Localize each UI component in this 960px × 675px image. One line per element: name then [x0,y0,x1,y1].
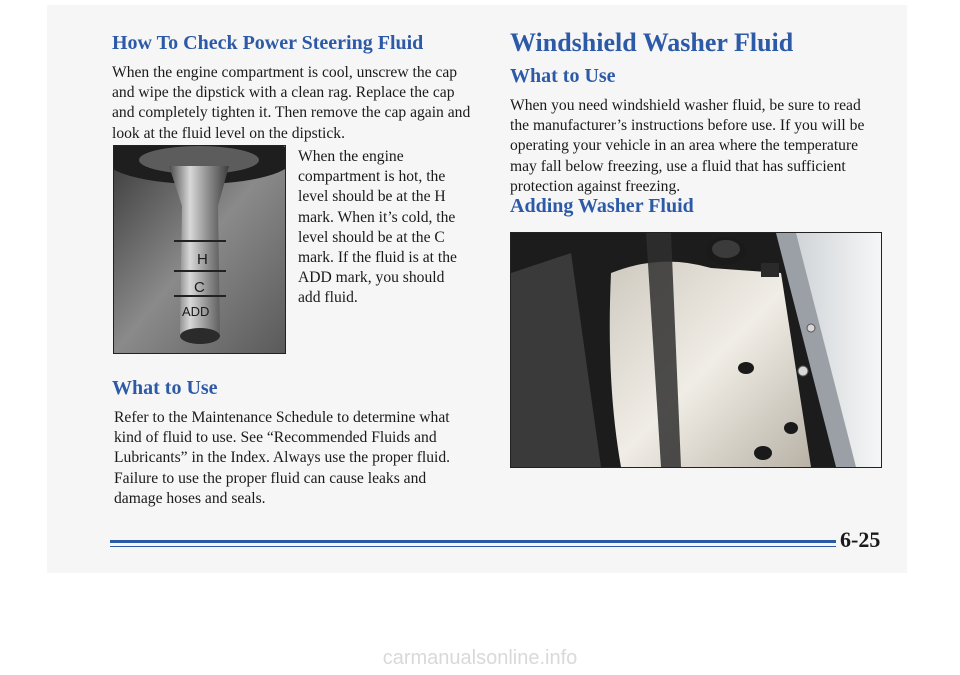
dipstick-mark-c: C [194,279,205,296]
washer-reservoir-photo [510,232,882,468]
dipstick-illustration [114,146,285,353]
right-what-to-use-heading: What to Use [510,65,616,87]
adding-washer-fluid-heading: Adding Washer Fluid [510,195,694,217]
left-what-to-use-paragraph: Refer to the Maintenance Schedule to determine what kind of fluid to use. See “Recommended Fluids and Lubricants” in the Index. Always use the proper fluid. Failure to use the proper fluid can cause leaks and damage hoses and seals. [114,409,451,507]
washer-fluid-title: Windshield Washer Fluid [510,28,794,57]
watermark-text: carmanualsonline.info [382,647,578,669]
left-what-to-use-heading: What to Use [112,377,218,399]
power-steering-heading: How To Check Power Steering Fluid [112,32,424,54]
washer-reservoir-illustration [511,233,881,467]
footer-rule-thick [110,540,836,543]
dipstick-caption: When the engine compartment is hot, the level should be at the H mark. When it’s cold, the level should be at the C mark. If the fluid is at the ADD mark, you should add fluid. [298,148,457,307]
footer-rule-thin [110,546,836,547]
power-steering-paragraph: When the engine compartment is cool, unscrew the cap and wipe the dipstick with a clean rag. Replace the cap and completely tighten it. Then remove the cap again and look at the fluid level on the dipstick. [112,64,471,142]
dipstick-mark-h: H [197,251,208,268]
right-what-to-use-paragraph: When you need windshield washer fluid, be sure to read the manufacturer’s instructions before use. If you will be operating your vehicle in an area where the temperature may fall below freezing, use a fluid that has sufficient protection against freezing. [510,97,865,195]
dipstick-photo [113,145,286,354]
dipstick-mark-add: ADD [182,304,210,319]
page-number: 6-25 [840,527,881,552]
